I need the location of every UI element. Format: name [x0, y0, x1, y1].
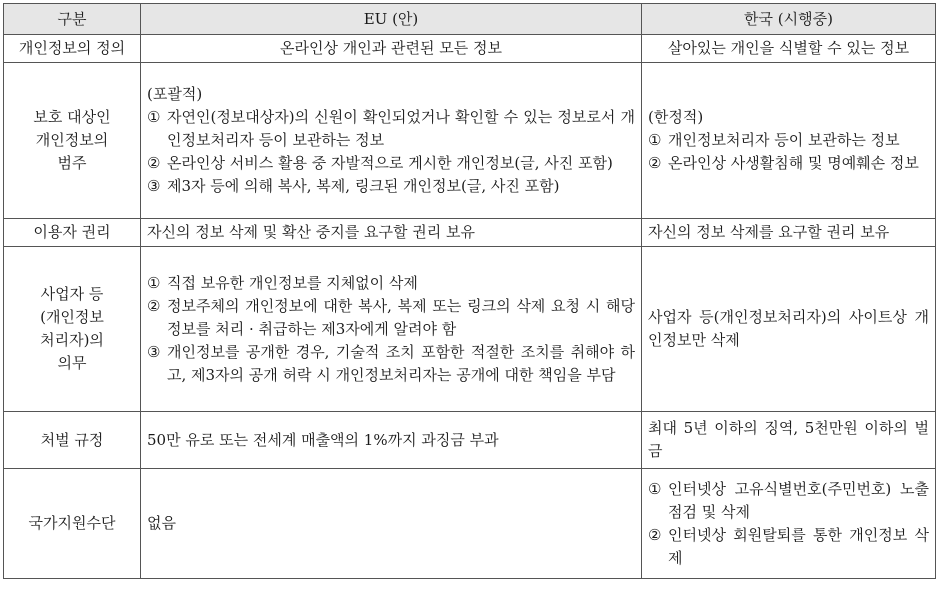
category-cell: 국가지원수단 [4, 469, 141, 579]
row-user-rights [4, 219, 936, 247]
item-text: 온라인상 사생활침해 및 명예훼손 정보 [668, 154, 919, 172]
category-cell: 처벌 규정 [4, 412, 141, 469]
header-row [4, 4, 936, 35]
scope-intro: (한정적) [648, 108, 704, 126]
item-marker: ① [147, 273, 161, 292]
korea-cell: 살아있는 개인을 식별할 수 있는 정보 [642, 35, 936, 63]
item-marker: ① [147, 108, 161, 126]
eu-cell [141, 247, 642, 412]
item-marker: ② [147, 296, 161, 315]
header-korea: 한국 (시행중) [642, 4, 936, 35]
item-marker: ③ [147, 177, 161, 195]
item-text: 자연인(정보대상자)의 신원이 확인되었거나 확인할 수 있는 정보로서 개인정보처리자 등이 보관하는 정보 [167, 108, 635, 149]
item-marker: ② [147, 154, 161, 172]
korea-cell [642, 469, 936, 579]
item-text: 직접 보유한 개인정보를 지체없이 삭제 [167, 273, 418, 292]
header-category: 구분 [4, 4, 141, 35]
korea-cell: 자신의 정보 삭제를 요구할 권리 보유 [642, 219, 936, 247]
item-text: 개인정보를 공개한 경우, 기술적 조치 포함한 적절한 조치를 취해야 하고, 제3자의 공개 허락 시 개인정보처리자는 공개에 대한 책임을 부담 [167, 342, 635, 384]
eu-cell [141, 63, 642, 219]
category-line: 의무 [57, 354, 87, 372]
korea-cell: 최대 5년 이하의 징역, 5천만원 이하의 벌금 [642, 412, 936, 469]
item-marker: ② [648, 154, 662, 172]
item-text: 제3자 등에 의해 복사, 복제, 링크된 개인정보(글, 사진 포함) [167, 177, 560, 195]
item-marker: ③ [147, 342, 161, 361]
item-text: 개인정보처리자 등이 보관하는 정보 [668, 131, 900, 149]
scope-intro: (포괄적) [147, 85, 203, 103]
row-penalty [4, 412, 936, 469]
item-marker: ① [648, 131, 662, 149]
eu-cell: 자신의 정보 삭제 및 확산 중지를 요구할 권리 보유 [141, 219, 642, 247]
item-text: 정보주체의 개인정보에 대한 복사, 복제 또는 링크의 삭제 요청 시 해당 정보를 처리 · 취급하는 제3자에게 알려야 함 [167, 296, 635, 338]
category-cell [4, 247, 141, 412]
list-item [147, 341, 635, 387]
list-item [147, 152, 635, 175]
item-marker: ① [648, 479, 662, 498]
category-cell: 개인정보의 정의 [4, 35, 141, 63]
list-item [648, 478, 929, 524]
item-text: 인터넷상 회원탈퇴를 통한 개인정보 삭제 [668, 525, 929, 567]
category-line: 처리자)의 [40, 331, 104, 349]
eu-cell: 없음 [141, 469, 642, 579]
item-marker: ② [648, 525, 662, 544]
list-item [147, 106, 635, 152]
header-eu: EU (안) [141, 4, 642, 35]
comparison-table [3, 3, 936, 579]
eu-cell: 온라인상 개인과 관련된 모든 정보 [141, 35, 642, 63]
row-obligations [4, 247, 936, 412]
row-scope [4, 63, 936, 219]
category-line: 사업자 등 [40, 285, 104, 303]
list-item [147, 295, 635, 341]
list-item [648, 524, 929, 570]
korea-cell: 사업자 등(개인정보처리자)의 사이트상 개인정보만 삭제 [642, 247, 936, 412]
row-definition [4, 35, 936, 63]
korea-cell [642, 63, 936, 219]
category-line: 범주 [57, 154, 87, 172]
row-state-support [4, 469, 936, 579]
list-item [147, 175, 635, 198]
category-cell [4, 63, 141, 219]
list-item [648, 129, 929, 152]
category-line: 개인정보의 [35, 131, 109, 149]
category-cell: 이용자 권리 [4, 219, 141, 247]
eu-cell: 50만 유로 또는 전세계 매출액의 1%까지 과징금 부과 [141, 412, 642, 469]
category-line: (개인정보 [40, 308, 104, 326]
list-item [147, 272, 635, 295]
list-item [648, 152, 929, 175]
category-line: 보호 대상인 [33, 108, 111, 126]
item-text: 온라인상 서비스 활용 중 자발적으로 게시한 개인정보(글, 사진 포함) [167, 154, 613, 172]
item-text: 인터넷상 고유식별번호(주민번호) 노출 점검 및 삭제 [668, 479, 929, 521]
